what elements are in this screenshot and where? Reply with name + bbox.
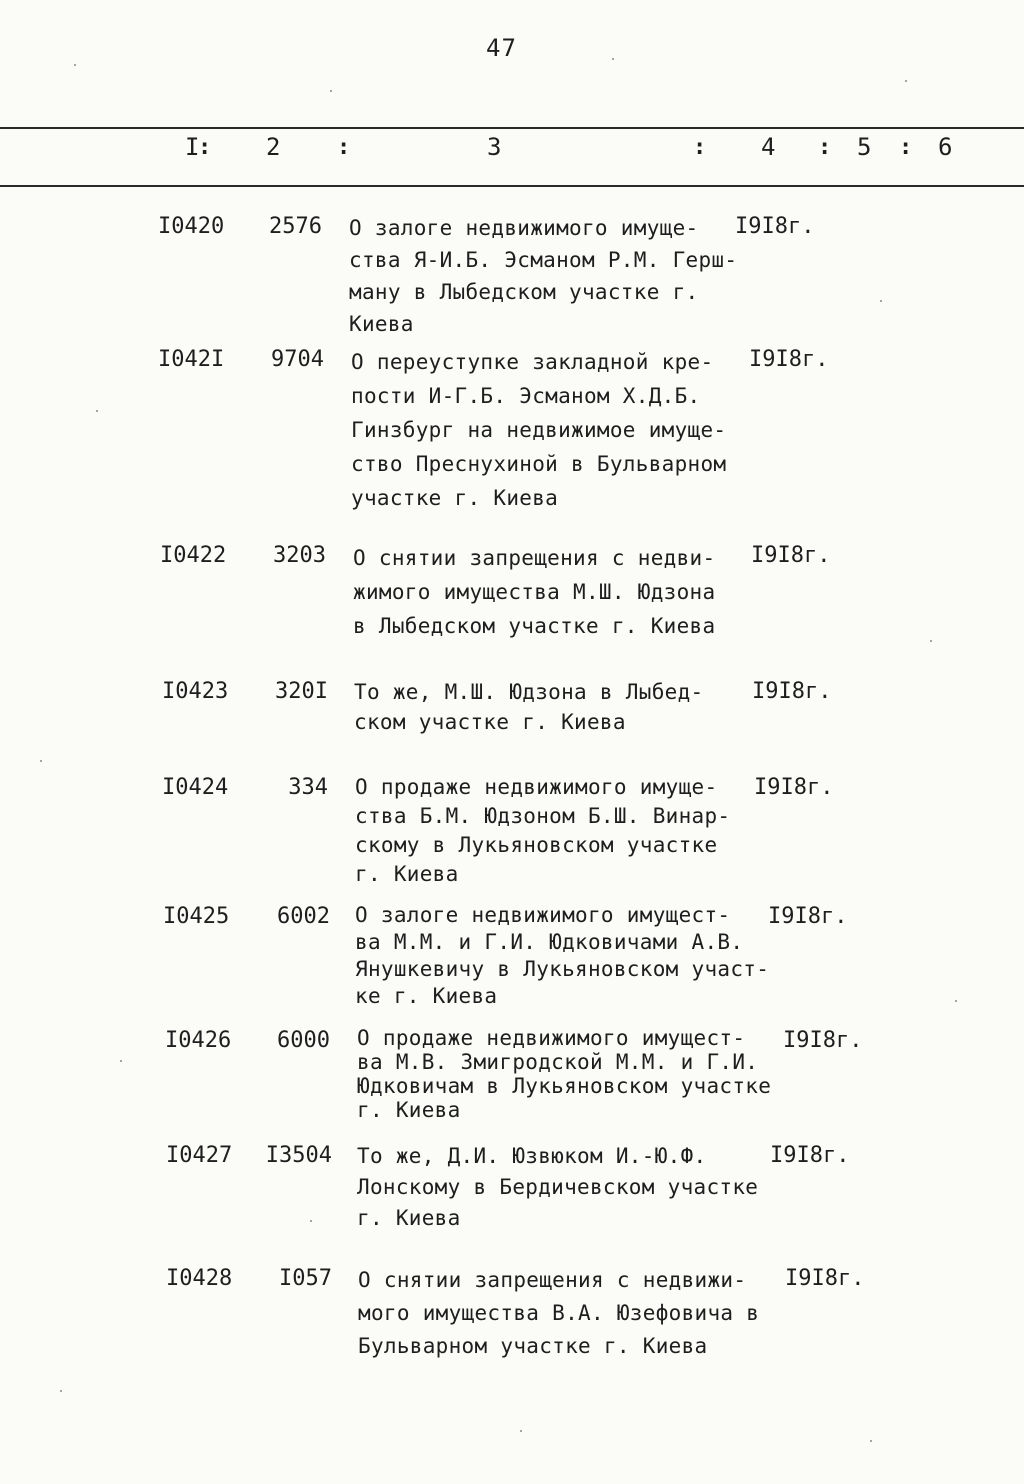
case-year: I9I8г.	[749, 347, 829, 372]
case-number: I057	[279, 1266, 332, 1291]
case-number: 6002	[277, 904, 330, 929]
record-row	[0, 1026, 1024, 1122]
case-description: О снятии запрещения с недвижи- мого имущества В.А. Юзефовича в Бульварном участке г. Киева	[358, 1268, 760, 1358]
column-header-1: I	[185, 133, 200, 161]
column-header-5: 5	[857, 133, 872, 161]
case-number: 9704	[271, 347, 324, 372]
header-bottom-rule	[0, 185, 1024, 187]
case-year: I9I8г.	[783, 1028, 863, 1053]
scan-speck	[40, 760, 42, 762]
inventory-number: I0428	[166, 1266, 233, 1291]
scan-speck	[520, 1430, 522, 1432]
column-header-3: 3	[487, 133, 502, 161]
case-number: 320I	[275, 679, 328, 704]
inventory-number: I0420	[158, 214, 225, 239]
record-row	[0, 1264, 1024, 1358]
page-number: 47	[486, 34, 517, 62]
inventory-number: I0423	[162, 679, 229, 704]
case-year: I9I8г.	[770, 1143, 850, 1168]
scan-speck	[870, 1440, 872, 1442]
inventory-number: I0425	[163, 904, 230, 929]
record-row	[0, 773, 1024, 886]
case-year: I9I8г.	[768, 904, 848, 929]
record-row	[0, 345, 1024, 510]
inventory-number: I0427	[166, 1143, 233, 1168]
scan-speck	[930, 640, 932, 642]
case-number: 2576	[269, 214, 322, 239]
case-number: I3504	[265, 1143, 332, 1168]
inventory-number: I042I	[158, 347, 225, 372]
record-row	[0, 212, 1024, 336]
case-year: I9I8г.	[751, 543, 831, 568]
column-header-2: 2	[266, 133, 281, 161]
scan-speck	[612, 58, 614, 60]
record-row	[0, 902, 1024, 1008]
scan-speck	[310, 1220, 312, 1222]
case-year: I9I8г.	[785, 1266, 865, 1291]
record-row	[0, 677, 1024, 734]
scan-speck	[60, 1390, 62, 1392]
case-description: О переуступке закладной кре- пости И-Г.Б. Эсманом Х.Д.Б. Гинзбург на недвижимое имуще- ство Преснухиной в Бульварном участке г. Киева	[351, 350, 727, 510]
header-top-rule	[0, 127, 1024, 129]
scan-speck	[96, 410, 98, 412]
case-number: 6000	[277, 1028, 330, 1053]
column-separator: :	[818, 135, 832, 160]
scan-speck	[120, 1060, 122, 1062]
case-description: То же, М.Ш. Юдзона в Лыбед- ском участке г. Киева	[354, 680, 704, 734]
case-year: I9I8г.	[735, 214, 815, 239]
column-header-6: 6	[938, 133, 953, 161]
case-description: О снятии запрещения с недви- жимого имущества М.Ш. Юдзона в Лыбедском участке г. Киева	[353, 546, 716, 638]
scan-speck	[955, 1000, 957, 1002]
scan-speck	[74, 64, 76, 66]
column-separator: :	[693, 135, 707, 160]
scan-speck	[905, 80, 907, 82]
case-description: О продаже недвижимого имущест- ва М.В. Змигродской М.М. и Г.И. Юдковичам в Лукьяновском участке г. Киева	[357, 1026, 772, 1122]
case-year: I9I8г.	[752, 679, 832, 704]
inventory-number: I0422	[160, 543, 227, 568]
case-description: О залоге недвижимого имуще- ства Я-И.Б. Эсманом Р.М. Герш- ману в Лыбедском участке г. Киева	[349, 216, 738, 336]
column-separator: :	[899, 135, 913, 160]
column-separator: :	[337, 135, 351, 160]
case-description: То же, Д.И. Юзвюком И.-Ю.Ф. Лонскому в Бердичевском участке г. Киева	[357, 1144, 759, 1230]
scan-speck	[880, 300, 882, 302]
column-separator: :	[198, 135, 212, 160]
case-year: I9I8г.	[754, 775, 834, 800]
case-description: О продаже недвижимого имуще- ства Б.М. Юдзоном Б.Ш. Винар- скому в Лукьяновском участке г. Киева	[355, 775, 731, 886]
case-number: 3203	[273, 543, 326, 568]
case-number: 334	[288, 775, 328, 800]
inventory-number: I0424	[162, 775, 229, 800]
record-row	[0, 541, 1024, 638]
case-description: О залоге недвижимого имущест- ва М.М. и Г.И. Юдковичами А.В. Янушкевичу в Лукьяновском участ- ке г. Киева	[355, 903, 770, 1008]
scan-speck	[330, 90, 332, 92]
column-header-4: 4	[761, 133, 776, 161]
inventory-number: I0426	[165, 1028, 232, 1053]
record-row	[0, 1141, 1024, 1230]
